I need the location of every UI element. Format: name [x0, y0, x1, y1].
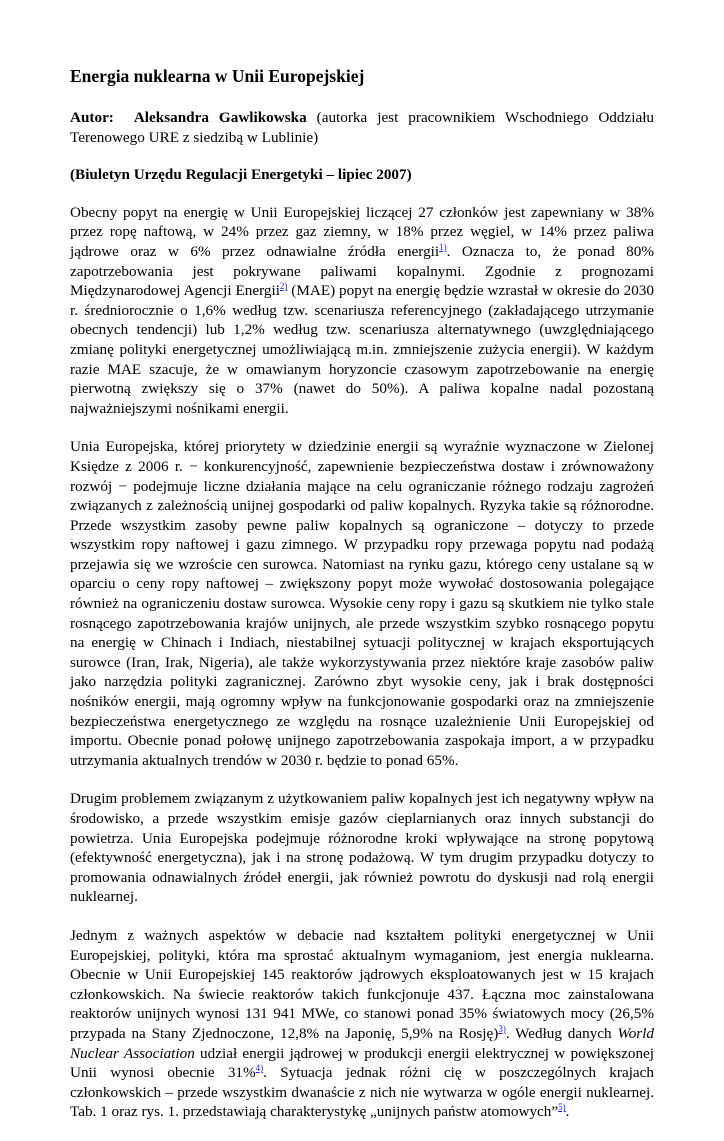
footnote-ref-1: [439, 242, 447, 252]
paragraph-1: [70, 203, 654, 419]
paragraph-1-text-c: (MAE) popyt na energię będzie wzrastał w okresie do 2030 r. średniorocznie o 1,6% według tzw. scenariusza referencyjnego (zakładającego utrzymanie obecnych tendencji) lub 1,2% według tzw. scenariusza alternatywnego (uwzględniającego zmianę polityki energetycznej umożliwiającą m.in. zmniejszenie zużycia energii). W każdym razie MAE szacuje, że w omawianym horyzoncie czasowym zapotrzebowanie na energię pierwotną zwiększy się o 37% (nawet do 50%). A paliwa kopalne nadal pozostaną najważniejszymi nośnikami energii.: [70, 282, 654, 417]
document-title: Energia nuklearna w Unii Europejskiej: [70, 66, 365, 86]
paragraph-1-text-a: Obecny popyt na energię w Unii Europejskiej liczącej 27 członków jest zapewniany w 38% przez ropę naftową, w 24% przez gaz ziemny, w 18% przez węgiel, w 14% przez paliwa jądrowe oraz w 6% przez odnawialne źródła energii: [70, 203, 654, 260]
paragraph-3: Drugim problemem związanym z użytkowaniem paliw kopalnych jest ich negatywny wpływ na środowisko, a przede wszystkim emisje gazów cieplarnianych oraz innych substancji do powietrza. Unia Europejska podejmuje różnorodne kroki wpływające na stronę popytową (efektywność energetyczna), jak i na stronę podażową. W tym drugim przypadku dotyczy to promowania odnawialnych źródeł energii, jak również powrotu do dyskusji nad rolą energii nuklearnej.: [70, 790, 654, 906]
paragraph-4-text-a: Jednym z ważnych aspektów w debacie nad kształtem polityki energetycznej w Unii Europejskiej, polityki, która ma sprostać aktualnym wymaganiom, jest energia nuklearna. Obecnie w Unii Europejskiej 145 reaktorów jądrowych eksploatowanych jest w 15 krajach członkowskich. Na świecie reaktorów takich funkcjonuje 437. Łączna moc zainstalowana reaktorów unijnych wynosi 131 941 MWe, co stanowi ponad 35% światowych mocy (26,5% przypada na Stany Zjednoczone, 12,8% na Japonię, 5,9% na Rosję): [70, 926, 654, 1042]
footnote-link-3[interactable]: 3): [498, 1023, 506, 1034]
source-line: (Biuletyn Urzędu Regulacji Energetyki – lipiec 2007): [70, 166, 412, 184]
footnote-ref-4: [256, 1063, 264, 1073]
footnote-ref-3: [498, 1024, 506, 1034]
document-page: [70, 64, 654, 1141]
paragraph-1-text-b: . Oznacza to, że ponad 80% zapotrzebowania jest pokrywane paliwami kopalnymi. Zgodnie z prognozami Międzynarodowej Agencji Energii: [70, 242, 654, 300]
author-label: Autor:: [70, 109, 114, 126]
author-note: (autorka jest pracownikiem Wschodniego Oddziału Terenowego URE z siedzibą w Lublinie): [70, 109, 655, 146]
organization-name: World Nuclear Association: [70, 1024, 655, 1062]
paragraph-2: Unia Europejska, której priorytety w dziedzinie energii są wyraźnie wyznaczone w Zielonej Księdze z 2006 r. − konkurencyjność, zapewnienie bezpieczeństwa dostaw i zrównoważony rozwój − podejmuje liczne działania mające na celu ograniczanie różnego rodzaju zagrożeń związanych z zależnością unijnej gospodarki od paliw kopalnych. Ryzyka takie są różnorodne. Przede wszystkim zasoby pewne paliw kopalnych są ograniczone – dotyczy to przede wszystkim ropy naftowej i gazu zimnego. W przypadku ropy przewaga popytu nad podażą przejawia się we wzroście cen surowca. Natomiast na rynku gazu, którego ceny ustalane są w oparciu o ceny ropy naftowej – zwiększony popyt może wywołać dostosowania polegające również na ograniczeniu dostaw surowca. Wysokie ceny ropy i gazu są skutkiem nie tylko stale rosnącego zapotrzebowania krajów unijnych, ale przede wszystkim szybko rosnącego popytu na energię w Chinach i Indiach, niestabilnej sytuacji politycznej w krajach eksportujących surowce (Iran, Irak, Nigeria), ale także wykorzystywania przez niektóre kraje zasobów paliw jako narzędzia polityki zagranicznej. Zarówno zbyt wysokie ceny, jak i brak dostępności nośników energii, mają ogromny wpływ na funkcjonowanie gospodarki oraz na zmniejszenie bezpieczeństwa energetycznego ze względu na rosnące uzależnienie Unii Europejskiej od importu. Obecnie ponad połowę unijnego zapotrzebowania zaspokaja import, a w przypadku utrzymania aktualnych trendów w 2030 r. będzie to ponad 65%.: [70, 438, 654, 769]
footnote-link-4[interactable]: 4): [255, 1063, 264, 1074]
footnote-link-5[interactable]: 5): [558, 1102, 566, 1113]
paragraph-4-text-e: .: [565, 1103, 570, 1121]
footnote-ref-5: [558, 1102, 566, 1112]
paragraph-4-text-d: . Sytuacja jednak różni cię w poszczególnych krajach członkowskich – przede wszystkim dwanaście z nich nie wytwarza w ogóle energii nuklearnej. Tab. 1 oraz rys. 1. przedstawiają charakterystykę „unijnych państw atomowych”: [70, 1064, 654, 1121]
footnote-link-2[interactable]: 2): [279, 281, 288, 292]
paragraph-4-text-b: . Według danych: [505, 1024, 618, 1042]
author-name: Aleksandra Gawlikowska: [133, 109, 307, 126]
footnote-link-1[interactable]: 1): [439, 241, 447, 252]
paragraph-4-text-c: udział energii jądrowej w produkcji energii elektrycznej w powiększonej Unii wynosi obecnie 31%: [70, 1044, 654, 1082]
author-line: [70, 108, 654, 147]
